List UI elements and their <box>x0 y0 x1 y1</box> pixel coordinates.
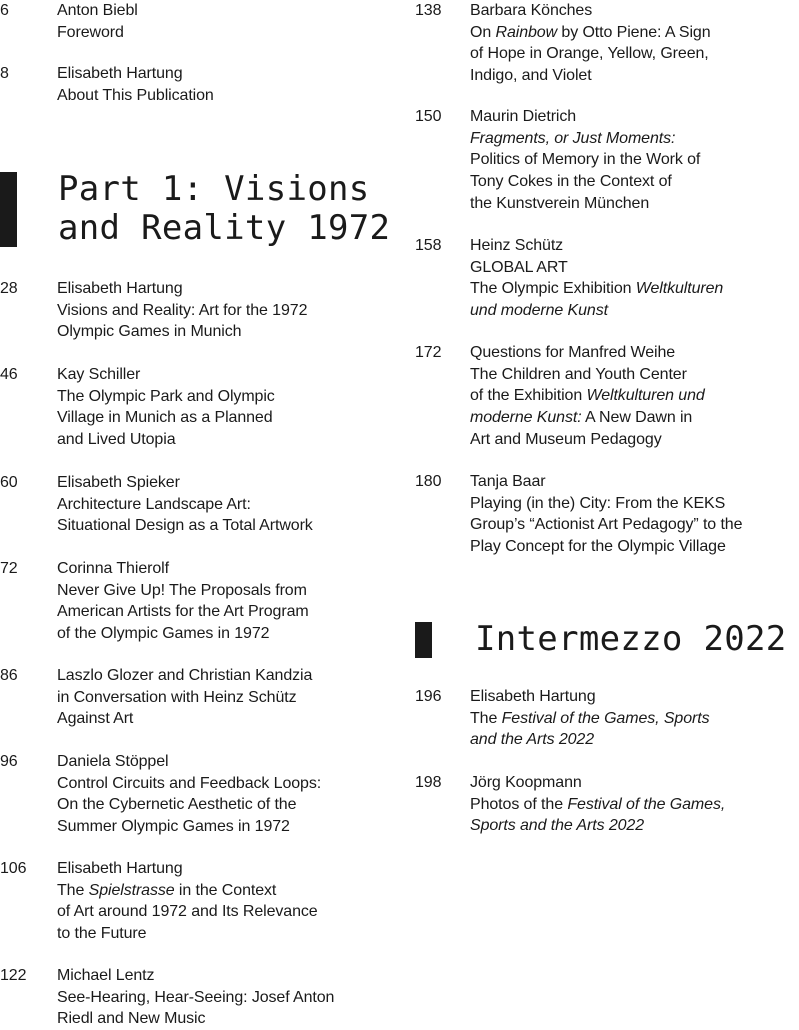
title-segment: Foreword <box>57 23 124 41</box>
entry-title-line <box>57 515 397 537</box>
title-segment: See-Hearing, Hear-Seeing: Josef Anton <box>57 988 335 1006</box>
page-number: 122 <box>0 967 27 984</box>
title-segment: Indigo, and Violet <box>470 67 592 85</box>
entry-title-line <box>57 623 397 645</box>
title-segment: Playing (in the) City: From the KEKS <box>470 494 726 512</box>
title-segment: Architecture Landscape Art: <box>57 495 251 513</box>
entry-text <box>470 342 799 451</box>
entry-author: Heinz Schütz <box>470 237 564 254</box>
page-number: 86 <box>0 667 18 684</box>
entry-author: Questions for Manfred Weihe <box>470 344 676 361</box>
title-segment: Weltkulturen und <box>586 387 705 405</box>
entry-title-line <box>470 65 799 87</box>
entry-title-line <box>57 321 397 343</box>
entry-title-line <box>470 300 799 322</box>
section-title-line: and Reality 1972 <box>58 208 391 248</box>
entry-title-line <box>57 407 397 429</box>
title-segment: Spielstrasse <box>88 881 175 899</box>
title-segment: Photos of the <box>470 795 568 813</box>
entry-text <box>470 772 799 837</box>
title-segment: und moderne Kunst <box>470 302 608 320</box>
entry-title-line <box>470 171 799 193</box>
title-segment: Summer Olympic Games in 1972 <box>57 818 290 836</box>
entry-author: Laszlo Glozer and Christian Kandzia <box>57 667 313 684</box>
entry-title-line <box>470 257 799 279</box>
title-segment: On <box>470 23 496 41</box>
page-number: 196 <box>415 688 442 705</box>
entry-text <box>57 63 397 106</box>
entry-title-line <box>470 278 799 300</box>
page-number: 8 <box>0 65 9 82</box>
entry-title-line <box>470 493 799 515</box>
entry-title-line <box>57 923 397 945</box>
entry-text <box>470 235 799 322</box>
title-segment: and the Arts 2022 <box>470 731 595 749</box>
page-number: 198 <box>415 774 442 791</box>
entry-title-line <box>57 687 397 709</box>
title-segment: Sports and the Arts 2022 <box>470 817 645 835</box>
title-segment: the Kunstverein München <box>470 194 650 212</box>
entry-text <box>57 278 397 343</box>
title-segment: Village in Munich as a Planned <box>57 409 273 427</box>
title-segment: The Olympic Park and Olympic <box>57 387 275 405</box>
title-segment: On the Cybernetic Aesthetic of the <box>57 796 297 814</box>
entry-text <box>470 0 799 87</box>
entry-text <box>470 106 799 215</box>
title-segment: in the Context <box>174 881 277 899</box>
title-segment: Festival of the Games, Sports <box>501 709 710 727</box>
page-number: 46 <box>0 366 18 383</box>
entry-author: Elisabeth Hartung <box>470 688 596 705</box>
entry-title-line <box>57 901 397 923</box>
title-segment: Fragments, or Just Moments: <box>470 129 676 147</box>
title-segment: Never Give Up! The Proposals from <box>57 581 307 599</box>
entry-author: Jörg Koopmann <box>470 774 582 791</box>
title-segment: in Conversation with Heinz Schütz <box>57 688 297 706</box>
title-segment: Play Concept for the Olympic Village <box>470 538 726 556</box>
page-number: 96 <box>0 753 18 770</box>
page-number: 60 <box>0 474 18 491</box>
entry-title-line <box>470 128 799 150</box>
entry-title-line <box>57 386 397 408</box>
entry-author: Kay Schiller <box>57 366 141 383</box>
entry-author: Corinna Thierolf <box>57 560 169 577</box>
page-number: 172 <box>415 344 442 361</box>
title-segment: Tony Cokes in the Context of <box>470 173 672 191</box>
entry-title-line <box>470 536 799 558</box>
page-number: 6 <box>0 2 9 19</box>
title-segment: of the Exhibition <box>470 387 587 405</box>
entry-author: Barbara Könches <box>470 2 593 19</box>
entry-title-line <box>57 816 397 838</box>
entry-author: Tanja Baar <box>470 473 546 490</box>
title-segment: Festival of the Games, <box>567 795 726 813</box>
title-segment: Weltkulturen <box>635 280 724 298</box>
entry-title-line <box>470 193 799 215</box>
title-segment: Visions and Reality: Art for the 1972 <box>57 301 308 319</box>
entry-title-line <box>57 794 397 816</box>
entry-title-line <box>57 429 397 451</box>
entry-title-line <box>470 22 799 44</box>
title-segment: Politics of Memory in the Work of <box>470 151 701 169</box>
title-segment: GLOBAL ART <box>470 258 568 276</box>
entry-author: Elisabeth Hartung <box>57 65 183 82</box>
title-segment: and Lived Utopia <box>57 431 176 449</box>
title-segment: The Children and Youth Center <box>470 365 687 383</box>
title-segment: of Art around 1972 and Its Relevance <box>57 903 318 921</box>
page-number: 28 <box>0 280 18 297</box>
entry-text <box>470 686 799 751</box>
title-segment: Situational Design as a Total Artwork <box>57 517 313 535</box>
entry-text <box>470 471 799 558</box>
entry-author: Anton Biebl <box>57 2 138 19</box>
title-segment: Group’s “Actionist Art Pedagogy” to the <box>470 516 743 534</box>
entry-author: Maurin Dietrich <box>470 108 577 125</box>
entry-title-line <box>57 987 397 1009</box>
entry-title-line <box>57 601 397 623</box>
entry-title-line <box>470 514 799 536</box>
entry-title-line <box>470 708 799 730</box>
entry-author: Elisabeth Spieker <box>57 474 180 491</box>
entry-text <box>57 858 397 945</box>
title-segment: The <box>57 881 89 899</box>
entry-title-line <box>470 429 799 451</box>
title-segment: Against Art <box>57 710 134 728</box>
entry-title-line <box>57 300 397 322</box>
section-marker-bar <box>0 172 17 247</box>
title-segment: to the Future <box>57 925 147 943</box>
page-number: 158 <box>415 237 442 254</box>
entry-title-line <box>470 729 799 751</box>
page-number: 106 <box>0 860 27 877</box>
entry-title-line <box>470 407 799 429</box>
entry-title-line <box>470 149 799 171</box>
title-segment: American Artists for the Art Program <box>57 603 309 621</box>
section-title-line: Intermezzo 2022 <box>475 619 787 659</box>
entry-title-line <box>57 22 397 44</box>
entry-title-line <box>57 85 397 107</box>
entry-title-line <box>57 708 397 730</box>
entry-author: Elisabeth Hartung <box>57 280 183 297</box>
section-title-line: Part 1: Visions <box>58 169 370 209</box>
title-segment: Rainbow <box>495 23 558 41</box>
page-number: 138 <box>415 2 442 19</box>
title-segment: Art and Museum Pedagogy <box>470 430 662 448</box>
page-number: 72 <box>0 560 18 577</box>
title-segment: The <box>470 709 502 727</box>
entry-author: Daniela Stöppel <box>57 753 169 770</box>
entry-text <box>57 0 397 43</box>
entry-text <box>57 472 397 537</box>
title-segment: Riedl and New Music <box>57 1010 206 1028</box>
entry-text <box>57 965 397 1030</box>
title-segment: moderne Kunst: <box>470 409 582 427</box>
title-segment: of Hope in Orange, Yellow, Green, <box>470 45 709 63</box>
title-segment: Olympic Games in Munich <box>57 323 242 341</box>
entry-title-line <box>470 385 799 407</box>
entry-title-line <box>57 580 397 602</box>
title-segment: of the Olympic Games in 1972 <box>57 625 270 643</box>
entry-title-line <box>57 773 397 795</box>
entry-author: Michael Lentz <box>57 967 155 984</box>
entry-title-line <box>57 880 397 902</box>
entry-title-line <box>57 494 397 516</box>
title-segment: A New Dawn in <box>581 409 693 427</box>
entry-text <box>57 665 397 730</box>
entry-text <box>57 558 397 645</box>
title-segment: by Otto Piene: A Sign <box>557 23 711 41</box>
entry-title-line <box>470 815 799 837</box>
entry-title-line <box>470 43 799 65</box>
entry-title-line <box>470 794 799 816</box>
title-segment: Control Circuits and Feedback Loops: <box>57 774 322 792</box>
entry-title-line <box>470 364 799 386</box>
title-segment: The Olympic Exhibition <box>470 280 636 298</box>
section-marker-bar <box>415 622 432 658</box>
entry-author: Elisabeth Hartung <box>57 860 183 877</box>
page-number: 180 <box>415 473 442 490</box>
entry-text <box>57 751 397 838</box>
title-segment: About This Publication <box>57 86 214 104</box>
page-number: 150 <box>415 108 442 125</box>
entry-text <box>57 364 397 451</box>
entry-title-line <box>57 1008 397 1030</box>
